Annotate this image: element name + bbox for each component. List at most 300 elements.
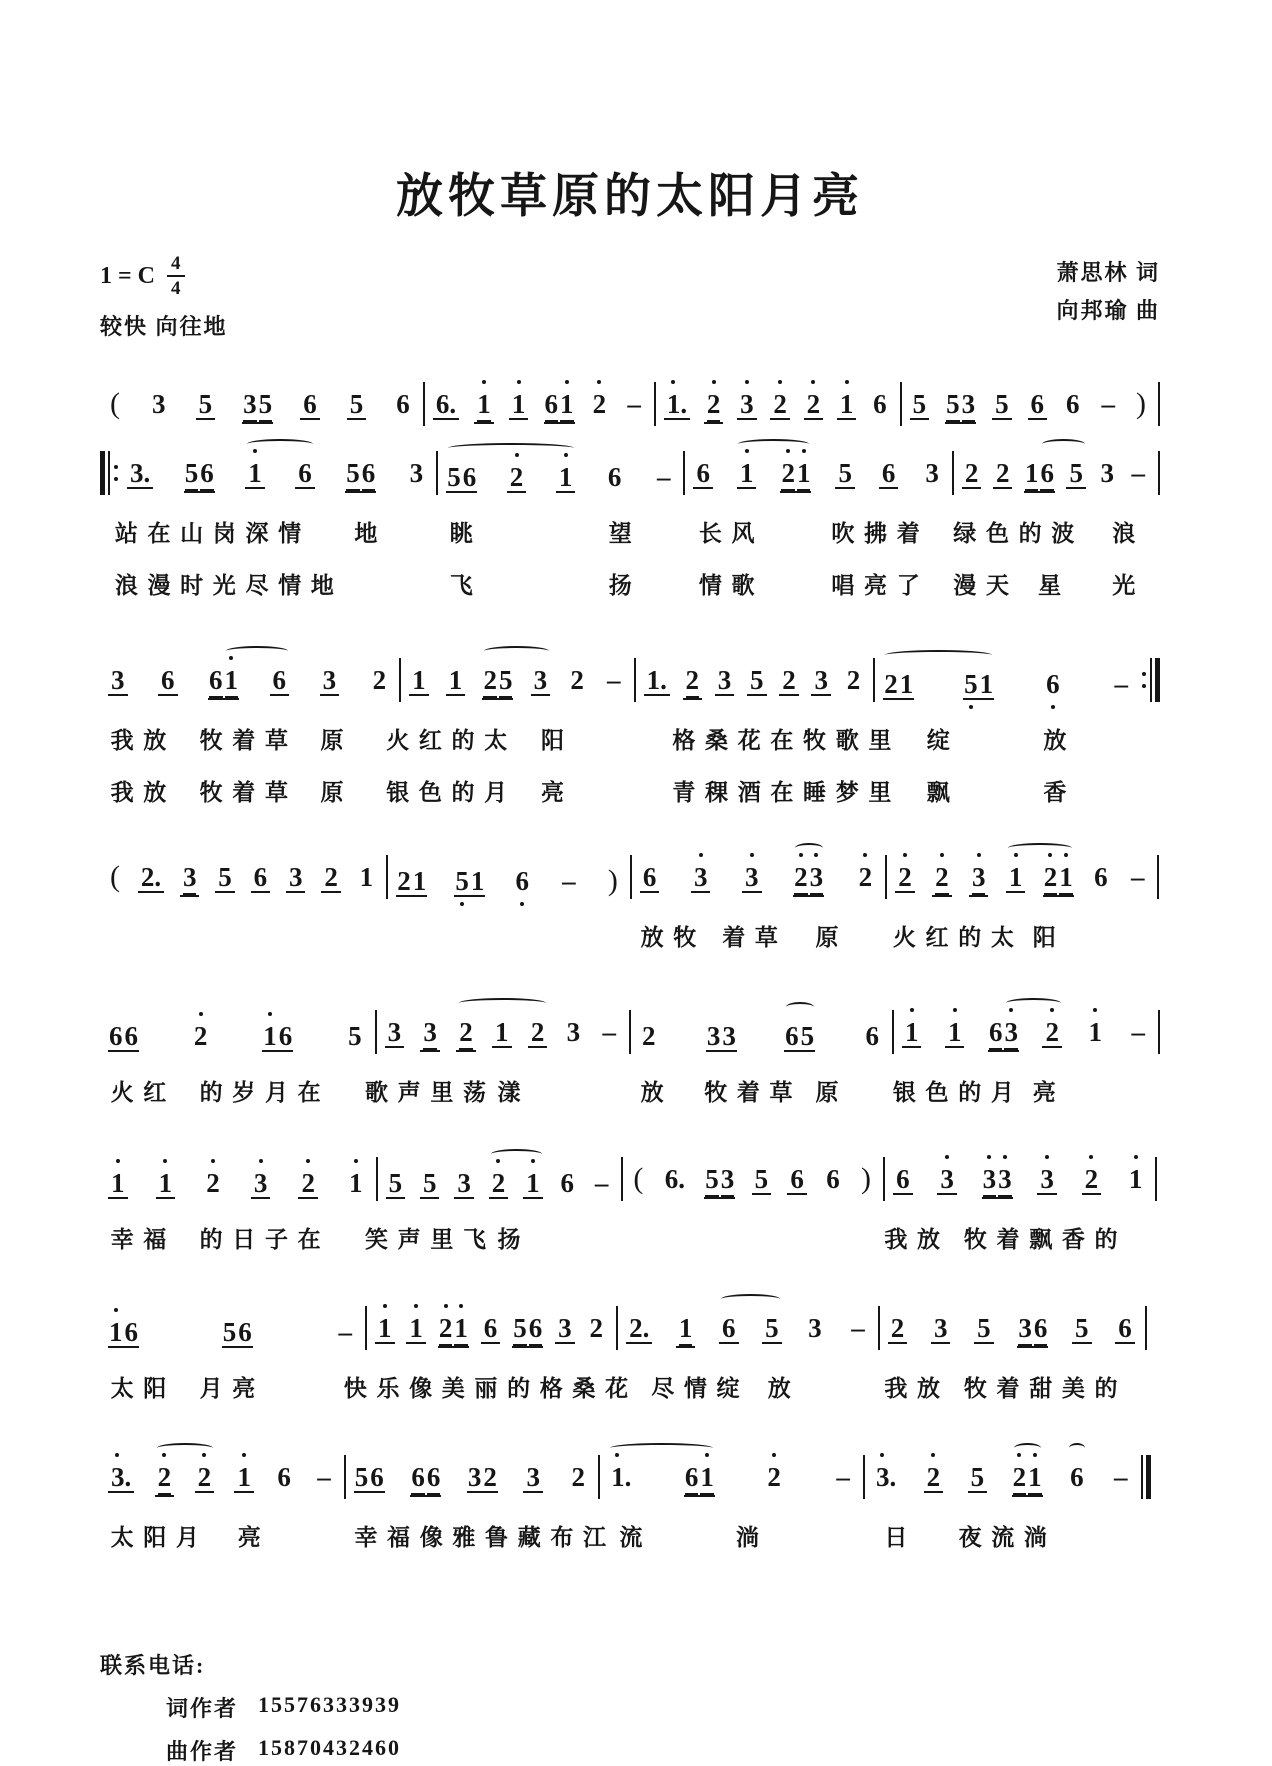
note-digit: 5 xyxy=(754,1164,769,1195)
parenthesis: ) xyxy=(607,864,618,898)
note-token xyxy=(370,667,390,694)
barline-stroke xyxy=(1155,1157,1157,1201)
octave-dot-high xyxy=(306,1159,310,1163)
parenthesis: ( xyxy=(110,860,120,894)
beam-group xyxy=(988,1019,1019,1052)
note-token xyxy=(1039,460,1055,493)
note-digit: 3 xyxy=(111,665,125,696)
lyric-chunk: 阳 xyxy=(540,728,574,754)
note-token xyxy=(779,667,799,696)
note-digit: 6 xyxy=(411,1464,425,1495)
note-digit: 1 xyxy=(1088,1017,1102,1048)
note-token xyxy=(974,1315,994,1344)
note-token xyxy=(945,1019,965,1048)
duration-dash xyxy=(1112,671,1132,698)
note-token xyxy=(369,1464,385,1493)
beam-group xyxy=(684,1464,715,1497)
note-digit: 2 xyxy=(491,1168,506,1199)
note-token xyxy=(982,1166,998,1199)
note-digit: 3 xyxy=(1040,1164,1054,1195)
beam-group xyxy=(354,1464,385,1493)
note-token xyxy=(924,1464,944,1493)
note-digit: 3 xyxy=(721,1166,735,1197)
octave-dot-high xyxy=(253,449,257,453)
lyric-chunk: 站在山岗深情 xyxy=(114,521,311,547)
contact-label: 联系电话: xyxy=(100,1653,206,1679)
lyric-chunk: 的日子在 xyxy=(199,1227,331,1253)
note-digit: 2 xyxy=(782,665,796,696)
note-token xyxy=(258,391,274,424)
note-token xyxy=(742,864,762,893)
contact-entry xyxy=(166,1735,1160,1766)
note-digit: 1. xyxy=(666,389,688,420)
note-digit: 2 xyxy=(571,1462,586,1493)
duration-dash xyxy=(833,1464,853,1491)
note-token xyxy=(556,464,576,493)
duration-dash xyxy=(1128,1019,1148,1046)
note-digit: 3 xyxy=(745,862,759,893)
octave-dot-high xyxy=(1017,1453,1021,1457)
note-token xyxy=(1082,1166,1102,1195)
note-digit: 5 xyxy=(222,1317,237,1348)
duration-dash xyxy=(1111,1464,1131,1491)
slur-arc xyxy=(448,443,574,453)
note-token xyxy=(156,1170,176,1199)
octave-dot-high xyxy=(1014,853,1018,857)
note-token xyxy=(420,1019,440,1052)
note-token xyxy=(196,391,216,420)
key-signature xyxy=(100,254,228,298)
note-token xyxy=(215,864,235,893)
note-token xyxy=(719,1315,739,1344)
note-digit: 1. xyxy=(611,1462,632,1493)
lyric-chunk: 牧着草 xyxy=(199,728,298,754)
note-digit: – xyxy=(338,1317,352,1348)
lyrics-row xyxy=(100,1207,1160,1259)
note-digit: 3. xyxy=(130,458,151,489)
slur-arc xyxy=(1042,439,1085,449)
measure xyxy=(346,1438,598,1505)
note-token xyxy=(467,1464,483,1493)
note-token xyxy=(762,1315,782,1344)
note-digit: 3 xyxy=(925,458,939,489)
duration-dash xyxy=(559,868,579,895)
note-digit: 6 xyxy=(790,1164,804,1195)
note-token xyxy=(784,1023,800,1052)
lyric-chunk: 浪漫时光尽情地 xyxy=(114,573,344,599)
octave-dot-high xyxy=(778,380,782,384)
note-digit: 6 xyxy=(529,1315,543,1346)
note-token xyxy=(962,460,982,489)
measure xyxy=(378,1144,622,1207)
note-digit: 6 xyxy=(427,1464,441,1495)
measure xyxy=(425,365,654,432)
note-token xyxy=(968,1464,988,1493)
note-token xyxy=(1097,460,1117,487)
note-token xyxy=(108,667,128,696)
note-digit: 6 xyxy=(277,1462,291,1493)
lyric-chunk: 幸福 xyxy=(110,1227,176,1253)
note-digit: 1 xyxy=(225,667,239,698)
octave-dot-high xyxy=(799,853,803,857)
duration-dash xyxy=(336,1319,356,1346)
note-token xyxy=(1042,1019,1062,1048)
repeat-dot xyxy=(114,465,118,469)
note-token xyxy=(557,1170,577,1197)
octave-dot-high xyxy=(953,1008,957,1012)
note-token xyxy=(454,868,470,897)
note-token xyxy=(664,391,690,420)
note-token xyxy=(127,460,153,489)
beam-group xyxy=(963,671,994,700)
octave-dot-high xyxy=(1045,1155,1049,1159)
note-token xyxy=(823,1166,843,1193)
note-token xyxy=(456,1019,476,1052)
duration-dash xyxy=(1128,864,1148,891)
note-token xyxy=(544,391,560,424)
note-digit: – xyxy=(317,1462,331,1493)
note-digit: 3 xyxy=(810,864,824,895)
note-digit: 2 xyxy=(898,862,912,893)
note-digit: 6 xyxy=(1040,460,1054,491)
octave-dot-high xyxy=(515,453,519,457)
lyric-chunk: 香 xyxy=(1043,780,1077,806)
octave-dot-high xyxy=(116,1159,120,1163)
barline xyxy=(1155,1157,1157,1201)
note-token xyxy=(937,1166,957,1195)
lyric-chunk: 太阳 xyxy=(110,1376,176,1402)
duration-dash xyxy=(1099,391,1119,418)
note-digit: 1 xyxy=(558,462,573,493)
lyric-chunk: 浪 xyxy=(1112,521,1145,547)
contact-phone: 15576333939 xyxy=(258,1692,402,1718)
note-token xyxy=(108,1170,128,1199)
note-token xyxy=(138,864,164,893)
note-token xyxy=(1115,1315,1135,1344)
note-digit: 3 xyxy=(722,1021,736,1052)
note-token xyxy=(931,1315,951,1344)
note-token xyxy=(124,1023,140,1052)
note-token xyxy=(1006,864,1026,893)
note-token xyxy=(856,864,876,891)
note-token xyxy=(482,1464,498,1493)
note-digit: 1 xyxy=(947,1017,962,1048)
lyric-chunk: 长风 xyxy=(698,521,765,547)
note-token xyxy=(354,1464,370,1493)
lyric-chunk: 眺 xyxy=(449,521,483,547)
note-token xyxy=(932,864,952,897)
note-digit: 3 xyxy=(243,391,257,422)
note-token xyxy=(555,1315,575,1344)
note-digit: 2 xyxy=(483,1462,497,1493)
note-digit: 2 xyxy=(858,862,873,893)
score-system-chorus-line-4 xyxy=(100,1438,1160,1557)
note-digit: 2 xyxy=(509,462,524,493)
measure xyxy=(902,363,1158,432)
lyric-chunk: 快乐像美丽的格桑花 xyxy=(343,1376,638,1402)
note-digit: 5 xyxy=(447,462,461,493)
note-token xyxy=(1024,460,1040,493)
measure xyxy=(100,836,386,905)
note-token xyxy=(737,391,757,420)
octave-dot-high xyxy=(459,1304,463,1308)
note-token xyxy=(108,1023,124,1052)
note-token xyxy=(899,671,915,700)
note-digit: 5 xyxy=(705,1166,719,1197)
note-token xyxy=(361,460,377,493)
note-token xyxy=(979,671,995,700)
note-digit: 5 xyxy=(513,1315,527,1346)
note-digit: 2 xyxy=(570,665,584,696)
octave-dot-high xyxy=(597,380,601,384)
note-token xyxy=(191,1023,211,1050)
repeat-dots xyxy=(1141,672,1147,688)
lyric-chunk: 幸福像雅鲁藏布江 xyxy=(354,1525,616,1551)
note-digit: 1 xyxy=(477,391,491,422)
note-digit: 1 xyxy=(378,1313,392,1344)
note-token xyxy=(895,864,915,893)
octave-dot-high xyxy=(482,380,486,384)
measure xyxy=(100,363,423,432)
note-token xyxy=(237,1319,253,1348)
note-digit: 1 xyxy=(448,665,463,696)
beam-group xyxy=(706,1023,737,1052)
lyric-chunk: 牧着飘香的 xyxy=(963,1227,1128,1253)
note-digit: 2 xyxy=(964,458,979,489)
octave-dot-high xyxy=(931,1453,935,1457)
octave-dot-high xyxy=(444,1304,448,1308)
note-digit: 1 xyxy=(1028,1464,1042,1495)
note-token xyxy=(453,1315,469,1348)
note-digit: 3 xyxy=(322,665,337,696)
slur-arc xyxy=(1008,843,1072,853)
note-digit: 3 xyxy=(1018,1315,1032,1346)
beam-group xyxy=(1017,1315,1048,1348)
contact-role: 词作者 xyxy=(166,1696,239,1722)
slur-arc xyxy=(1006,998,1061,1008)
note-digit: 1 xyxy=(158,1168,173,1199)
note-digit: 3 xyxy=(183,864,197,895)
time-signature-bottom: 4 xyxy=(171,278,181,300)
note-token xyxy=(251,1170,271,1199)
beam-group xyxy=(108,1023,139,1052)
measure xyxy=(100,997,375,1060)
measure xyxy=(367,1289,616,1356)
lyric-chunk: 望 xyxy=(608,521,642,547)
note-token xyxy=(412,868,428,897)
note-digit: 1 xyxy=(1128,1164,1143,1195)
note-digit: 1 xyxy=(797,460,811,491)
lyric-chunk: 我放 xyxy=(884,1227,950,1253)
notation-row xyxy=(100,641,1160,708)
note-digit: 5 xyxy=(750,665,764,696)
duration-dash xyxy=(314,1464,334,1491)
slur-arc xyxy=(1069,1443,1085,1453)
note-token xyxy=(446,464,462,493)
note-digit: 6 xyxy=(303,389,317,420)
note-token xyxy=(426,1464,442,1497)
note-digit: – xyxy=(1101,389,1116,420)
note-token xyxy=(1012,1464,1028,1497)
contact-entry xyxy=(166,1692,1160,1723)
lyric-chunk: 地 xyxy=(354,521,388,547)
lyric-chunk: 原 xyxy=(320,728,354,754)
slur-arc xyxy=(610,1443,713,1453)
octave-dot-high xyxy=(750,853,754,857)
note-token xyxy=(800,1023,816,1052)
note-digit: 2 xyxy=(794,864,808,895)
note-digit: 2 xyxy=(197,1462,212,1493)
note-token xyxy=(386,1170,406,1199)
note-digit: 3 xyxy=(1100,458,1114,489)
lyric-chunk: 原 xyxy=(815,925,849,951)
slur-arc xyxy=(738,439,809,449)
note-digit: 1 xyxy=(839,389,854,420)
note-token xyxy=(704,391,724,424)
note-digit: 2. xyxy=(629,1313,650,1344)
note-token xyxy=(462,464,478,493)
note-token xyxy=(693,460,713,489)
beam-group xyxy=(345,460,376,493)
note-digit: 3 xyxy=(253,1168,268,1199)
barline-stroke xyxy=(1157,855,1159,899)
note-token xyxy=(1027,1464,1043,1497)
measure xyxy=(885,1140,1155,1207)
barline xyxy=(1158,382,1160,426)
octave-dot-high xyxy=(903,853,907,857)
beam-group xyxy=(945,391,976,424)
score-system-chorus-line-2 xyxy=(100,1138,1160,1259)
beam-group xyxy=(544,391,575,424)
note-digit: 6 xyxy=(161,665,175,696)
measure xyxy=(100,641,399,708)
lyric-chunk: 漾 xyxy=(497,1080,531,1106)
lyric-chunk: 我放 xyxy=(110,728,176,754)
note-token xyxy=(704,1166,720,1199)
note-digit: 1 xyxy=(560,391,574,422)
note-digit: 2 xyxy=(206,1168,220,1199)
tempo-marking: 较快 向往地 xyxy=(100,314,228,340)
note-digit: 6 xyxy=(200,460,214,491)
lyric-chunk: 的岁月在 xyxy=(199,1080,331,1106)
lyric-chunk: 扬 xyxy=(608,573,642,599)
octave-dot-high xyxy=(211,1159,215,1163)
beam-group xyxy=(396,868,427,897)
barline xyxy=(1157,855,1159,899)
lyrics-row xyxy=(100,1356,1160,1408)
barline-stroke xyxy=(1158,1010,1160,1054)
note-digit: 2 xyxy=(707,391,721,422)
note-token xyxy=(528,1019,548,1048)
note-token xyxy=(676,1315,696,1348)
lyric-chunk: 夜流淌 xyxy=(958,1525,1057,1551)
note-digit: 6 xyxy=(298,458,312,489)
note-token xyxy=(446,667,466,696)
note-token xyxy=(683,667,703,700)
note-digit: 3 xyxy=(983,1166,997,1197)
notation-row xyxy=(100,1138,1160,1207)
note-digit: 1 xyxy=(248,458,262,489)
key-label: 1 = C xyxy=(100,262,156,289)
beam-group xyxy=(184,460,215,493)
slur-arc xyxy=(721,1294,780,1304)
note-digit: 2 xyxy=(935,864,949,895)
note-token xyxy=(509,391,529,420)
note-digit: 2 xyxy=(589,1313,604,1344)
octave-dot-high xyxy=(115,1453,119,1457)
note-digit: 3. xyxy=(111,1462,132,1493)
note-token xyxy=(992,391,1012,420)
lyric-chunk: 飞 xyxy=(449,573,483,599)
note-digit: 5 xyxy=(838,458,852,489)
note-token xyxy=(737,460,757,489)
lyric-chunk: 放 xyxy=(767,1376,801,1402)
repeat-start-barline xyxy=(100,451,119,495)
note-token xyxy=(910,391,930,420)
note-digit: 3 xyxy=(387,1017,402,1048)
note-digit: 3 xyxy=(940,1164,954,1195)
slur-arc xyxy=(226,646,288,656)
duration-dash xyxy=(848,1315,868,1342)
note-token xyxy=(883,671,899,700)
octave-dot-high xyxy=(987,1155,991,1159)
note-digit: – xyxy=(594,1168,609,1199)
note-token xyxy=(375,1315,395,1344)
notation-row xyxy=(100,1289,1160,1356)
note-digit: 3 xyxy=(409,458,424,489)
lyric-chunk: 银色的月 xyxy=(386,780,517,806)
note-token xyxy=(963,671,979,700)
note-digit: 1 xyxy=(899,669,914,700)
note-token xyxy=(222,1319,238,1348)
note-digit: 6 xyxy=(785,1021,799,1052)
note-token xyxy=(1043,671,1063,698)
note-token xyxy=(684,1464,700,1497)
note-token xyxy=(234,1464,254,1493)
note-token xyxy=(224,667,240,700)
note-token xyxy=(837,391,857,420)
score-system-intro xyxy=(100,363,1160,432)
contact-phone: 15870432460 xyxy=(258,1735,402,1761)
measure xyxy=(685,434,951,501)
note-token xyxy=(199,460,215,493)
lyric-chunk: 格桑花在牧歌里 xyxy=(672,728,902,754)
octave-dot-high xyxy=(671,380,675,384)
octave-dot-high xyxy=(229,656,233,660)
note-digit: 2 xyxy=(846,665,861,696)
note-token xyxy=(873,1464,899,1491)
note-digit: 1 xyxy=(700,1464,714,1495)
note-digit: 2 xyxy=(642,1021,656,1052)
octave-dot-high xyxy=(162,1453,166,1457)
note-digit: 6 xyxy=(238,1317,252,1348)
octave-dot-high xyxy=(163,1159,167,1163)
note-token xyxy=(870,391,890,418)
note-digit: 1 xyxy=(409,1313,423,1344)
note-token xyxy=(993,460,1013,489)
note-digit: 2 xyxy=(483,667,497,698)
note-digit: 6 xyxy=(124,1317,138,1348)
octave-dot-high xyxy=(1089,1155,1093,1159)
note-digit: 3 xyxy=(1004,1019,1018,1050)
note-token xyxy=(945,391,961,424)
note-token xyxy=(567,667,587,694)
note-digit: 2 xyxy=(926,1462,941,1493)
note-digit: 2 xyxy=(324,862,338,893)
note-token xyxy=(396,868,412,897)
note-digit: 5 xyxy=(964,669,978,700)
note-token xyxy=(893,1166,913,1195)
